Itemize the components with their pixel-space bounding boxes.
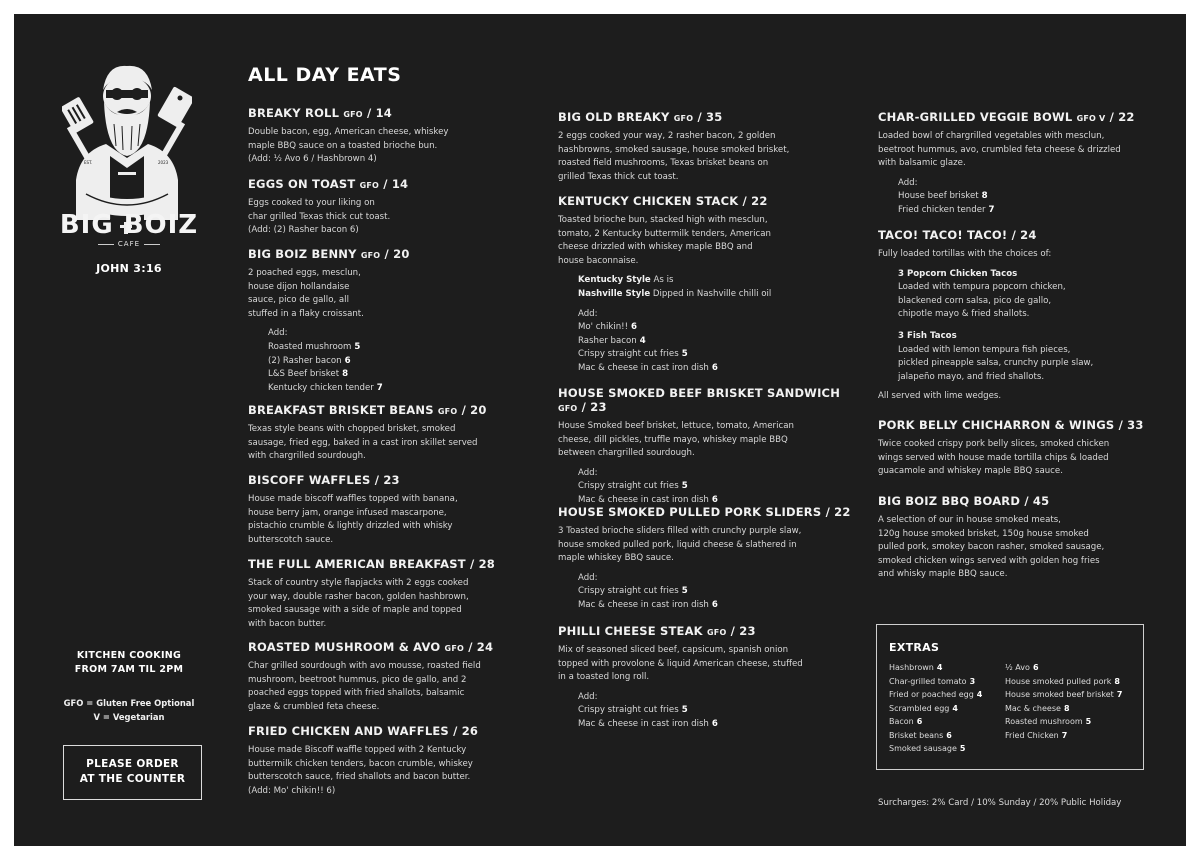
- item-description: House made biscoff waffles topped with banana, house berry jam, orange infused mascarpone, pistachio crumble & lightly drizzled with whisky butterscotch sauce.: [248, 494, 458, 545]
- item-description: 2 eggs cooked your way, 2 rasher bacon, 2 golden hashbrowns, smoked sausage, house smoked brisket, roasted field mushrooms, Texas brisket beans on grilled Texas thick cut toast.: [558, 131, 790, 182]
- item-title: BISCOFF WAFFLES: [248, 473, 371, 487]
- extra-item: Scrambled egg 4: [889, 703, 958, 713]
- item-description: House made Biscoff waffle topped with 2 Kentucky buttermilk chicken tenders, bacon crumble, whiskey butterscotch sauce, fried shallots and bacon butter. (Add: Mo' chikin!! 6): [248, 745, 473, 796]
- item-price: / 33: [1118, 418, 1144, 432]
- item-title: BREAKY ROLL: [248, 106, 340, 120]
- item-tag: GFO: [444, 644, 464, 653]
- item-title: EGGS ON TOAST: [248, 177, 356, 191]
- item-description: Toasted brioche bun, stacked high with mesclun, tomato, 2 Kentucky buttermilk tenders, American cheese drizzled with whiskey maple BBQ and house baconnaise.: [558, 215, 771, 266]
- item-price: / 45: [1024, 494, 1050, 508]
- item-description: Char grilled sourdough with avo mousse, roasted field mushroom, beetroot hummus, pico de gallo, and 2 poached eggs topped with fried shallots, balsamic glaze & crumbled feta cheese.: [248, 661, 481, 712]
- item-description: 3 Toasted brioche sliders filled with crunchy purple slaw, house smoked pulled pork, liquid cheese & slathered in maple whiskey BBQ sauce.: [558, 526, 802, 564]
- menu-item: [878, 110, 1135, 218]
- logo-est: EST.: [84, 160, 93, 165]
- menu-item: [248, 177, 408, 238]
- extra-item: Mac & cheese 8: [1005, 703, 1070, 713]
- item-price: / 23: [581, 400, 607, 414]
- extras-list-left: [889, 661, 982, 756]
- item-price: / 23: [374, 473, 400, 487]
- menu-item: [248, 403, 487, 464]
- logo-year: 2023: [158, 160, 169, 165]
- menu-item: [558, 386, 858, 508]
- verse: JOHN 3:16: [96, 262, 162, 275]
- kitchen-hours-line1: KITCHEN COOKING: [76, 650, 182, 661]
- extra-item: House smoked pulled pork 8: [1005, 676, 1120, 686]
- order-at-counter-box: [63, 745, 202, 800]
- item-price: / 26: [453, 724, 479, 738]
- extra-item: House smoked beef brisket 7: [1005, 690, 1123, 699]
- menu-item: [558, 110, 789, 184]
- extras-list-right: [1005, 661, 1122, 742]
- menu-item: [248, 247, 410, 395]
- item-title: CHAR-GRILLED VEGGIE BOWL: [878, 110, 1073, 124]
- brand-name: BIG BOIZ: [59, 210, 199, 240]
- item-title: HOUSE SMOKED BEEF BRISKET SANDWICH: [558, 386, 841, 400]
- item-price: / 24: [468, 640, 494, 654]
- taco-options: 3 Popcorn Chicken Tacos Loaded with tempura popcorn chicken, blackened corn salsa, pico de gallo, chipotle mayo & fried shallots. 3 Fish Tacos Loaded with lemon tempura fish pieces, pickled pineapple salsa, crunchy purple slaw, jalapeño mayo, and fried shallots.: [898, 268, 1094, 382]
- item-description: Texas style beans with chopped brisket, smoked sausage, fried egg, baked in a cast iron skillet served with chargrilled sourdough.: [248, 424, 478, 462]
- item-title: BREAKFAST BRISKET BEANS: [248, 403, 434, 417]
- extra-item: Char-grilled tomato 3: [889, 676, 976, 686]
- item-price: / 20: [461, 403, 487, 417]
- item-description: Loaded bowl of chargrilled vegetables with mesclun, beetroot hummus, avo, crumbled feta cheese & drizzled with balsamic glaze.: [878, 131, 1121, 169]
- item-price: / 24: [1011, 228, 1037, 242]
- add-ons: Add: House beef brisket 8 Fried chicken tender 7: [898, 177, 995, 215]
- item-price: / 22: [1109, 110, 1135, 124]
- item-tag: GFO: [437, 407, 458, 416]
- item-price: / 28: [469, 557, 495, 571]
- kitchen-hours-line2: FROM 7AM TIL 2PM: [74, 664, 184, 675]
- item-price: / 20: [380, 247, 410, 261]
- menu-heading: ALL DAY EATS: [248, 64, 402, 86]
- item-tag: GFO: [558, 404, 578, 413]
- extra-item: Bacon 6: [889, 717, 923, 726]
- item-title: BIG BOIZ BBQ BOARD: [878, 494, 1021, 508]
- extras-heading: EXTRAS: [889, 641, 940, 654]
- menu-item: [878, 418, 1144, 479]
- item-description: Stack of country style flapjacks with 2 eggs cooked your way, double rasher bacon, golden hashbrown, smoked sausage with a side of maple and topped with bacon butter.: [248, 578, 469, 629]
- menu-item: [558, 624, 803, 732]
- sidebar: [14, 14, 244, 846]
- item-price: / 14: [383, 177, 409, 191]
- extra-item: Brisket beans 6: [889, 730, 952, 740]
- item-title: BIG BOIZ BENNY: [248, 247, 357, 261]
- item-title: BIG OLD BREAKY: [558, 110, 670, 124]
- item-price: / 23: [730, 624, 756, 638]
- item-title: HOUSE SMOKED PULLED PORK SLIDERS: [558, 505, 822, 519]
- item-price: / 22: [825, 505, 851, 519]
- order-line1: PLEASE ORDER: [86, 758, 179, 770]
- item-title: THE FULL AMERICAN BREAKFAST: [248, 557, 466, 571]
- item-title: PHILLI CHEESE STEAK: [558, 624, 703, 638]
- add-ons: Add: Crispy straight cut fries 5 Mac & cheese in cast iron dish 6: [578, 691, 718, 729]
- menu-item: [248, 557, 495, 631]
- item-title: PORK BELLY CHICHARRON & WINGS: [878, 418, 1115, 432]
- extra-item: Roasted mushroom 5: [1005, 717, 1092, 726]
- menu-item: [878, 494, 1104, 582]
- item-description: Fully loaded tortillas with the choices of:: [878, 249, 1052, 259]
- add-ons: Add: Crispy straight cut fries 5 Mac & cheese in cast iron dish 6: [578, 572, 718, 610]
- menu-item: [558, 505, 851, 613]
- menu-item: [878, 228, 1093, 404]
- item-description: Twice cooked crispy pork belly slices, smoked chicken wings served with house made tortilla chips & loaded guacamole and whiskey maple BBQ sauce.: [878, 439, 1110, 477]
- menu-item: [248, 724, 478, 798]
- item-description: 2 poached eggs, mesclun, house dijon hollandaise sauce, pico de gallo, all stuffed in a flaky croissant.: [248, 268, 364, 319]
- item-tag: GFO: [343, 110, 363, 119]
- extra-item: ½ Avo 6: [1005, 663, 1039, 672]
- brand-sub: CAFE: [14, 240, 244, 248]
- item-tag: GFO: [359, 181, 380, 190]
- menu-item: [248, 106, 448, 167]
- extra-item: Fried or poached egg 4: [889, 690, 983, 699]
- item-price: / 22: [742, 194, 768, 208]
- item-price: / 14: [366, 106, 392, 120]
- item-description: Mix of seasoned sliced beef, capsicum, spanish onion topped with provolone & liquid American cheese, stuffed in a toasted long roll.: [558, 645, 803, 683]
- item-price: / 35: [697, 110, 723, 124]
- item-description: Eggs cooked to your liking on char grilled Texas thick cut toast. (Add: (2) Rasher bacon 6): [248, 198, 391, 236]
- item-title: TACO! TACO! TACO!: [878, 228, 1008, 242]
- extra-item: Hashbrown 4: [889, 663, 943, 672]
- extra-item: Fried Chicken 7: [1005, 730, 1068, 740]
- item-title: KENTUCKY CHICKEN STACK: [558, 194, 739, 208]
- extra-item: Smoked sausage 5: [889, 744, 966, 753]
- legend-gfo: GFO = Gluten Free Optional: [63, 698, 195, 708]
- item-title: FRIED CHICKEN AND WAFFLES: [248, 724, 449, 738]
- menu-item: [248, 473, 458, 547]
- item-title: ROASTED MUSHROOM & AVO: [248, 640, 441, 654]
- style-options: Kentucky Style As is Nashville Style Dipped in Nashville chilli oil: [578, 275, 772, 299]
- item-tag: GFO: [360, 251, 381, 260]
- item-tag: GFO V: [1076, 114, 1106, 123]
- item-tag: GFO: [673, 114, 694, 123]
- taco-footer: All served with lime wedges.: [878, 391, 1002, 402]
- menu-page: [14, 14, 1186, 846]
- add-ons: Add: Mo' chikin!! 6 Rasher bacon 4 Crispy straight cut fries 5 Mac & cheese in cast iron dish 6: [578, 308, 718, 373]
- add-ons: Add: Crispy straight cut fries 5 Mac & cheese in cast iron dish 6: [578, 467, 718, 505]
- order-line2: AT THE COUNTER: [79, 773, 186, 785]
- menu-item: [248, 640, 493, 714]
- surcharges-note: Surcharges: 2% Card / 10% Sunday / 20% Public Holiday: [878, 798, 1122, 808]
- menu-item: [558, 194, 771, 376]
- add-ons: Add: Roasted mushroom 5 (2) Rasher bacon 6 L&S Beef brisket 8 Kentucky chicken tender 7: [268, 328, 383, 393]
- item-description: A selection of our in house smoked meats, 120g house smoked brisket, 150g house smoked pulled pork, smokey bacon rasher, smoked sausage, smoked chicken wings served with golden hog fries and whisky maple BBQ sauce.: [878, 515, 1105, 580]
- extras-box: [876, 624, 1144, 770]
- item-tag: GFO: [707, 628, 727, 637]
- item-description: House Smoked beef brisket, lettuce, tomato, American cheese, dill pickles, truffle mayo, whiskey maple BBQ between chargrilled sourdough.: [558, 421, 794, 459]
- legend-v: V = Vegetarian: [93, 712, 165, 722]
- item-description: Double bacon, egg, American cheese, whiskey maple BBQ sauce on a toasted brioche bun. (Add: ½ Avo 6 / Hashbrown 4): [248, 127, 449, 165]
